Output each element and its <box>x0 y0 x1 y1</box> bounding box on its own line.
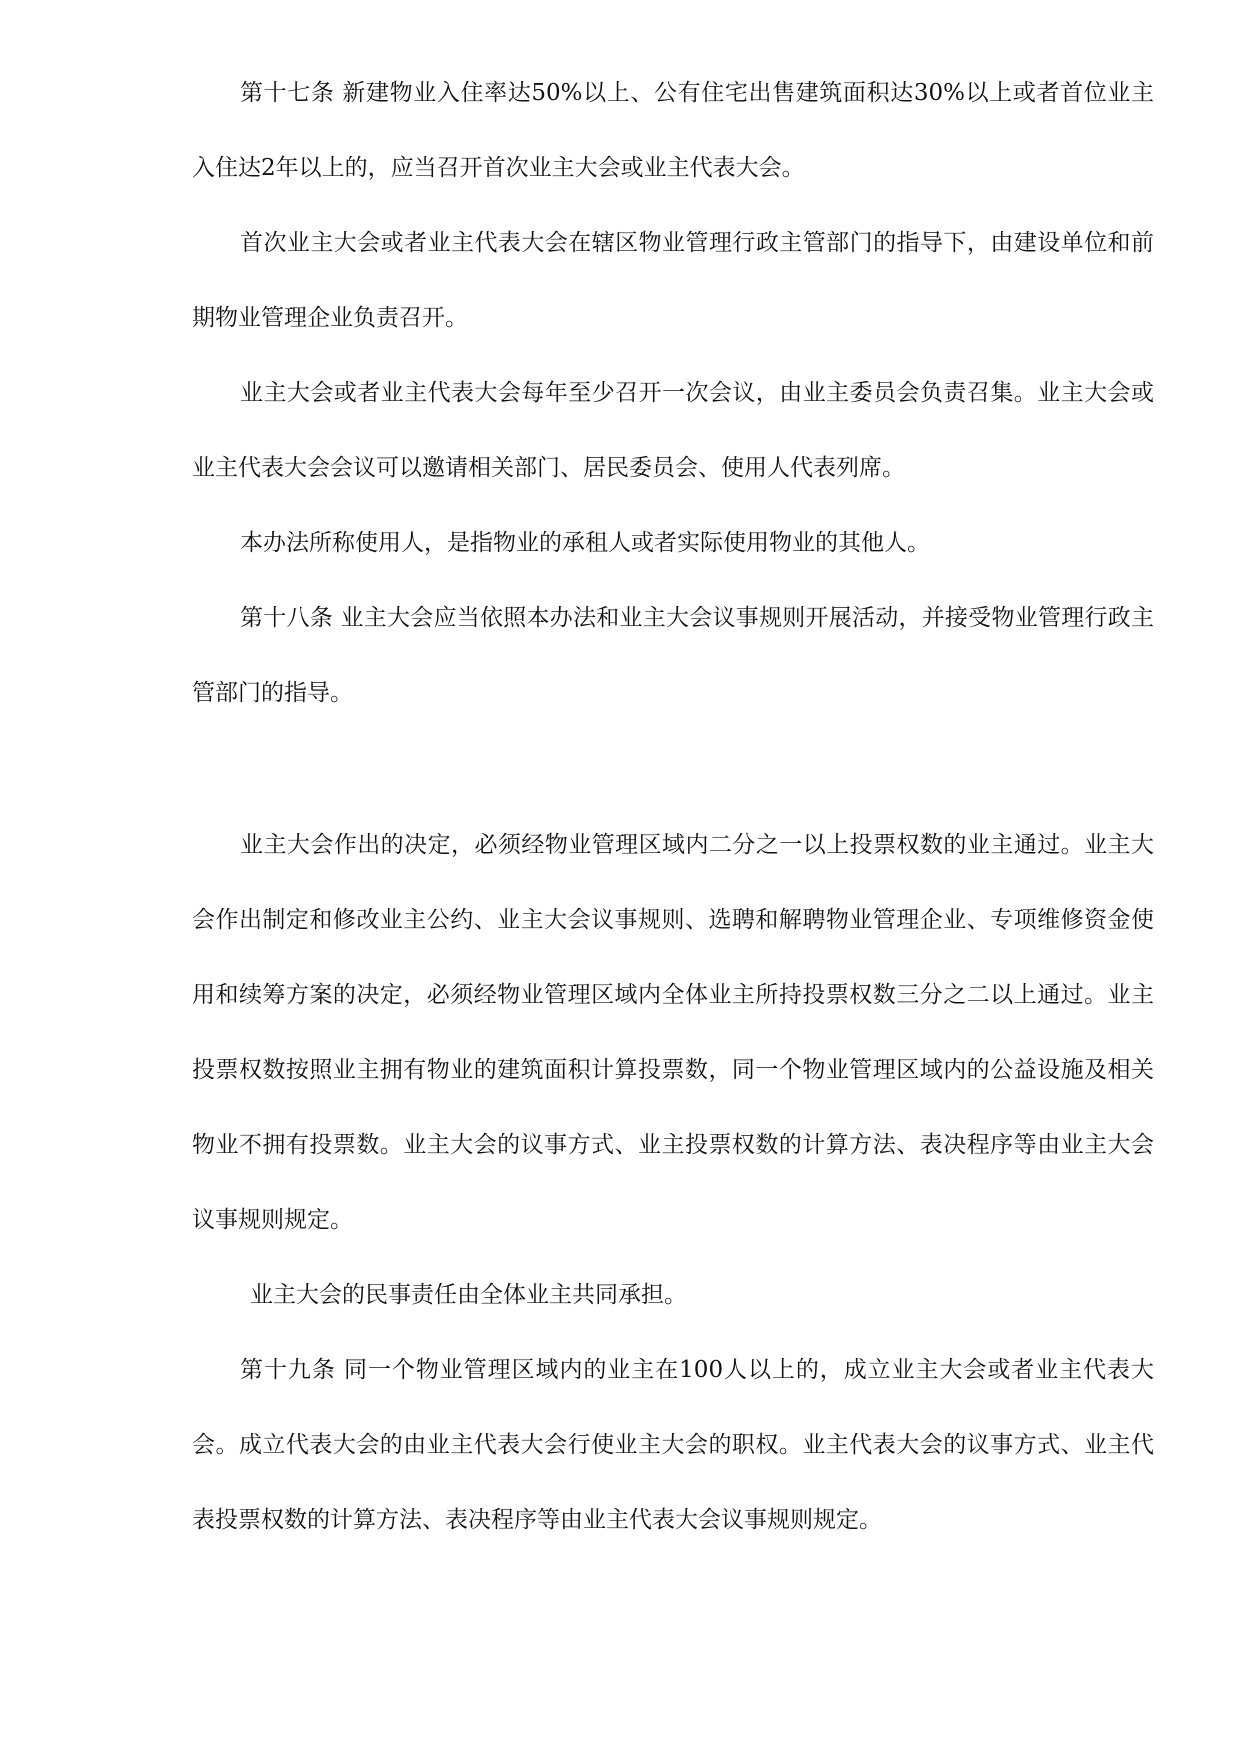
paragraph-voting-rules: 业主大会作出的决定，必须经物业管理区域内二分之一以上投票权数的业主通过。业主大会作出制定和修改业主公约、业主大会议事规则、选聘和解聘物业管理企业、专项维修资金使用和续筹方案的决定，必须经物业管理区域内全体业主所持投票权数三分之二以上通过。业主投票权数按照业主拥有物业的建筑面积计算投票数，同一个物业管理区域内的公益设施及相关物业不拥有投票数。业主大会的议事方式、业主投票权数的计算方法、表决程序等由业主大会议事规则规定。 <box>192 832 1154 1233</box>
paragraph-article-19: 第十九条 同一个物业管理区域内的业主在100人以上的，成立业主大会或者业主代表大会。成立代表大会的由业主代表大会行使业主大会的职权。业主代表大会的议事方式、业主代表投票权数的计算方法、表决程序等由业主代表大会议事规则规定。 <box>192 1357 1154 1533</box>
paragraph-article-17: 第十七条 新建物业入住率达50%以上、公有住宅出售建筑面积达30%以上或者首位业主入住达2年以上的，应当召开首次业主大会或业主代表大会。 <box>192 80 1154 181</box>
paragraph-civil-liability: 业主大会的民事责任由全体业主共同承担。 <box>250 1282 687 1308</box>
paragraph-annual-meeting: 业主大会或者业主代表大会每年至少召开一次会议，由业主委员会负责召集。业主大会或业主代表大会会议可以邀请相关部门、居民委员会、使用人代表列席。 <box>192 380 1154 481</box>
paragraph-user-definition: 本办法所称使用人，是指物业的承租人或者实际使用物业的其他人。 <box>240 530 930 556</box>
paragraph-article-18: 第十八条 业主大会应当依照本办法和业主大会议事规则开展活动，并接受物业管理行政主管部门的指导。 <box>192 605 1154 706</box>
paragraph-first-meeting: 首次业主大会或者业主代表大会在辖区物业管理行政主管部门的指导下，由建设单位和前期物业管理企业负责召开。 <box>192 230 1154 331</box>
